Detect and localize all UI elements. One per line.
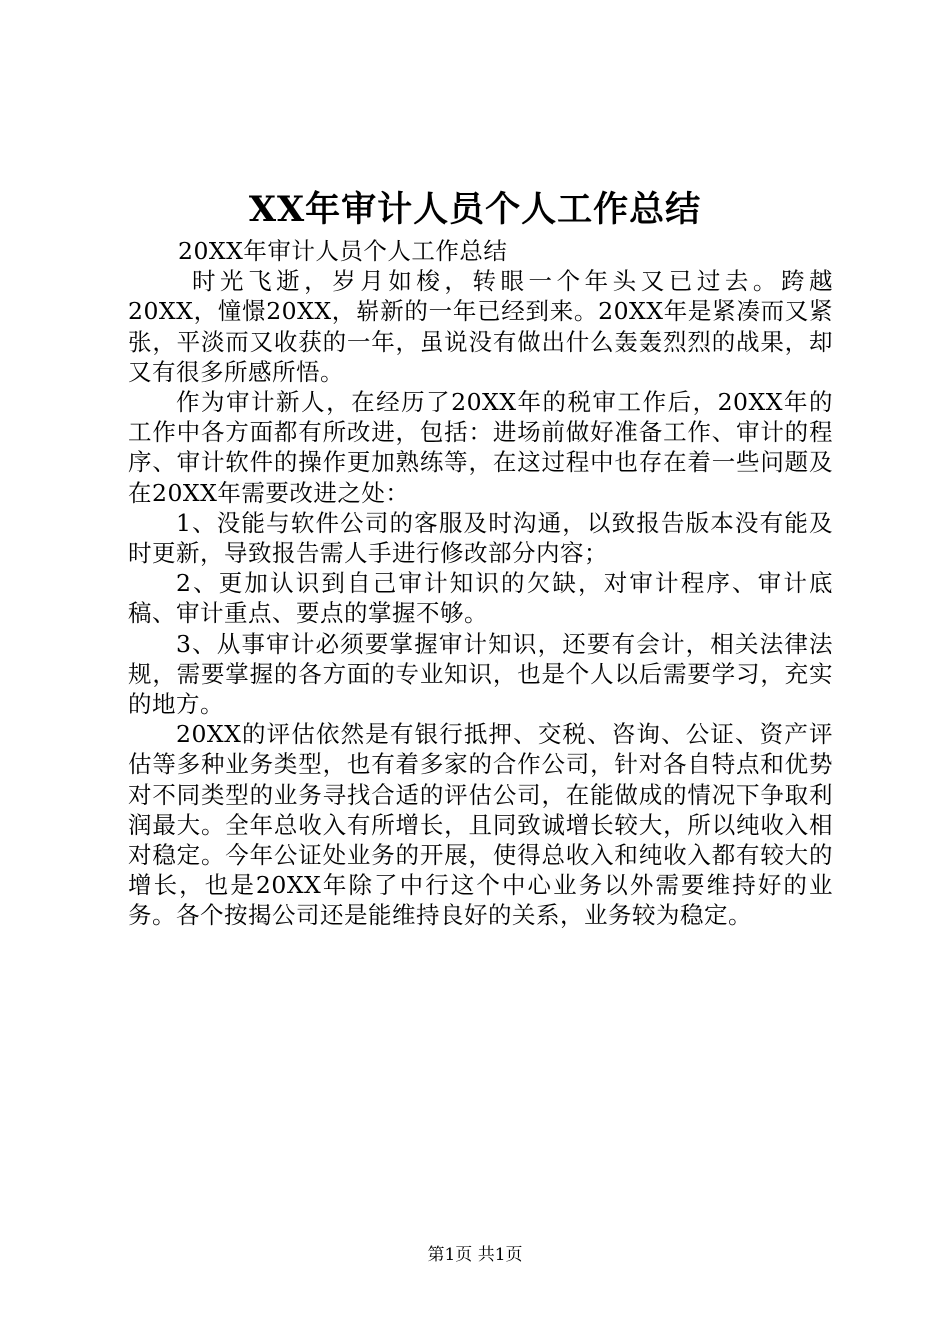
paragraph-item-3: 3、从事审计必须要掌握审计知识，还要有会计，相关法律法规，需要掌握的各方面的专业知识，也是个人以后需要学习，充实的地方。: [128, 629, 833, 719]
paragraph-item-1: 1、没能与软件公司的客服及时沟通，以致报告版本没有能及时更新，导致报告需人手进行修改部分内容；: [128, 508, 833, 568]
document-title: XX年审计人员个人工作总结: [248, 189, 702, 230]
paragraph-item-2: 2、更加认识到自己审计知识的欠缺，对审计程序、审计底稿、审计重点、要点的掌握不够。: [128, 569, 833, 628]
paragraph-subtitle: 20XX年审计人员个人工作总结: [178, 237, 508, 265]
paragraph-improvements: 作为审计新人，在经历了20XX年的税审工作后，20XX年的工作中各方面都有所改进，包括：进场前做好准备工作、审计的程序、审计软件的操作更加熟练等，在这过程中也存在着一些问题及在20XX年需要改进之处：: [128, 388, 833, 507]
page-footer: 第1页 共1页: [427, 1245, 523, 1265]
paragraph-business: 20XX的评估依然是有银行抵押、交税、咨询、公证、资产评估等多种业务类型，也有着多家的合作公司，针对各自特点和优势对不同类型的业务寻找合适的评估公司，在能做成的情况下争取利润最大。全年总收入有所增长，且同致诚增长较大，所以纯收入相对稳定。今年公证处业务的开展，使得总收入和纯收入都有较大的增长，也是20XX年除了中行这个中心业务以外需要维持好的业务。各个按揭公司还是能维持良好的关系，业务较为稳定。: [128, 720, 833, 930]
paragraph-intro: 时光飞逝，岁月如梭，转眼一个年头又已过去。跨越20XX，憧憬20XX，崭新的一年已经到来。20XX年是紧凑而又紧张，平淡而又收获的一年，虽说没有做出什么轰轰烈烈的战果，却又有很多所感所悟。: [128, 267, 833, 386]
document-body: [128, 236, 833, 931]
